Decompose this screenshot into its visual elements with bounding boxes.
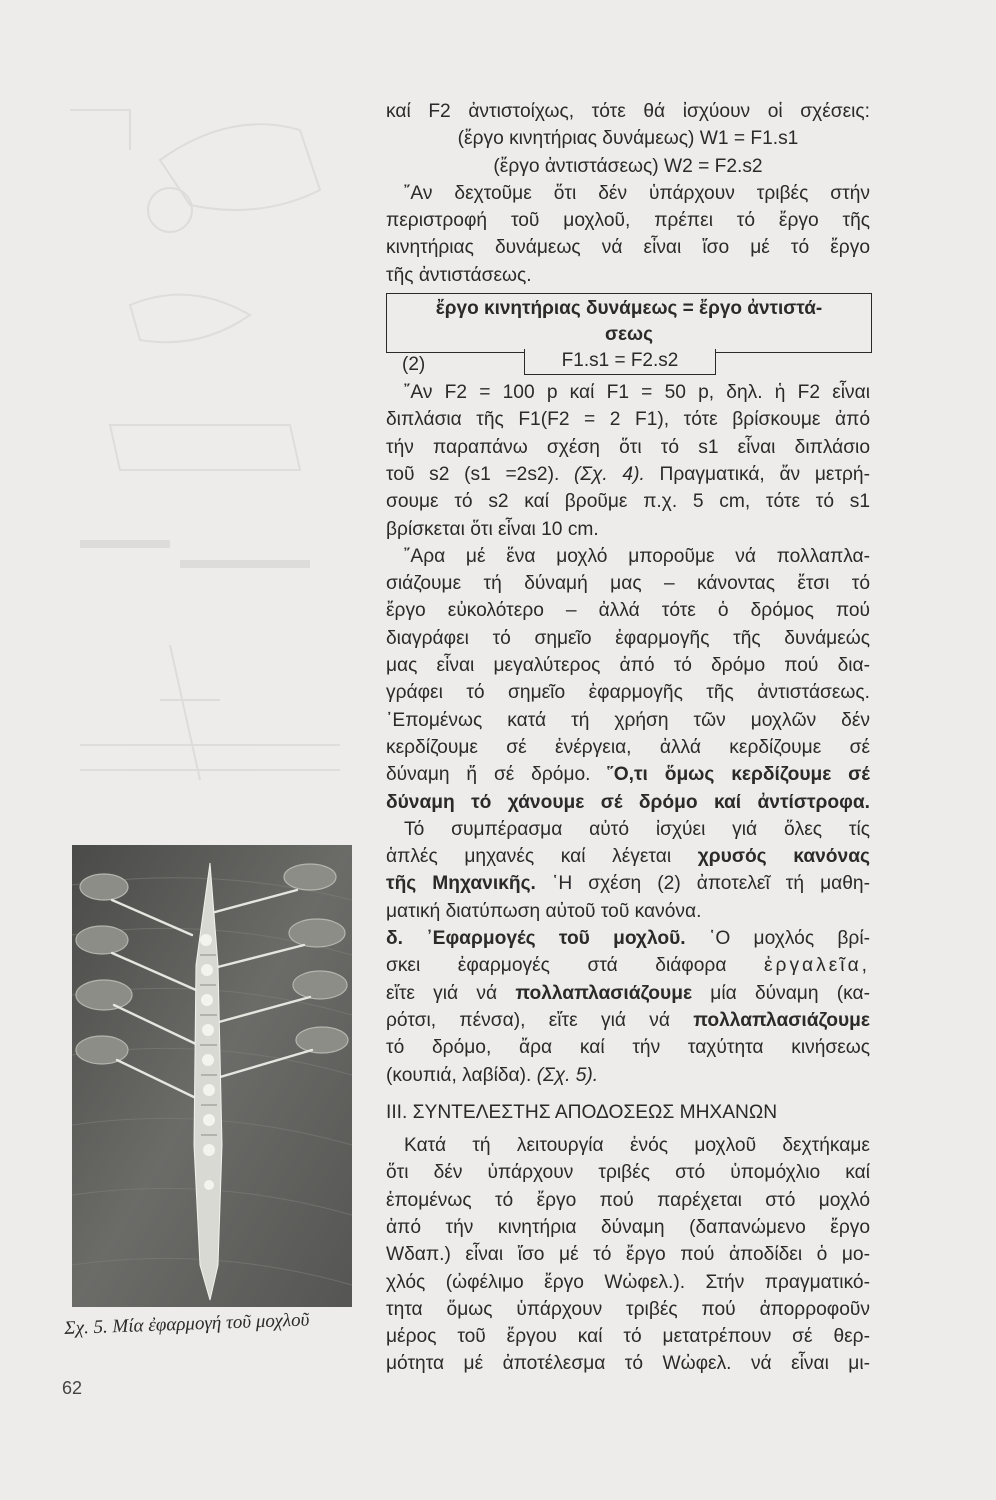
text-segment: δύναμη ἤ σέ δρόμο. bbox=[386, 764, 591, 786]
page-number: 62 bbox=[62, 1378, 83, 1398]
text-line: χλός (ὠφέλιμο ἔργο Wὠφελ.). Στήν πραγματικό- bbox=[386, 1271, 870, 1293]
text-line: περιστροφή τοῦ μοχλοῦ, πρέπει τό ἔργο τῆς bbox=[386, 210, 870, 232]
text-segment: τοῦ s2 (s1 =2s2). bbox=[386, 463, 560, 485]
text-segment: εἴτε γιά νά bbox=[386, 982, 498, 1004]
text-line: μας εἶναι μεγαλύτερος ἀπό τό δρόμο πού δια- bbox=[386, 655, 870, 677]
text-segment: σκει ἐφαρμογές στά διάφορα bbox=[386, 955, 727, 977]
text-segment: μία δύναμη (κα- bbox=[710, 982, 870, 1004]
text-line: γράφει τό σημεῖο ἐφαρμογῆς τῆς ἀντιστάσεως. bbox=[386, 682, 870, 704]
golden-rule-term: τῆς Μηχανικῆς. bbox=[386, 873, 536, 895]
text-segment: ῾Η σχέση (2) ἀποτελεῖ τή μαθη- bbox=[551, 873, 870, 895]
work-force-equation: (ἔργο κινητήριας δυνάμεως) W1 = F1.s1 bbox=[457, 128, 799, 150]
text-segment: ρότσι, πένσα), εἴτε γιά νά bbox=[386, 1009, 670, 1031]
text-line: Wδαπ.) εἶναι ἴσο μέ τό ἔργο πού ἀποδίδει ὁ μο- bbox=[386, 1244, 870, 1266]
figure-reference: (Σχ. 5). bbox=[536, 1064, 599, 1086]
text-line: ἑπομένως τό ἔργο πού παρέχεται στό μοχλό bbox=[386, 1189, 870, 1211]
text-line: διπλάσια τῆς F1(F2 = 2 F1), τότε βρίσκουμε ἀπό bbox=[386, 409, 870, 431]
golden-rule-formula-box bbox=[386, 293, 870, 375]
formula-statement-box bbox=[386, 293, 872, 353]
bold-statement: ῞Ο,τι ὅμως κερδίζουμε σέ bbox=[607, 764, 870, 786]
text-line: Τό συμπέρασμα αὐτό ἰσχύει γιά ὅλες τίς bbox=[404, 818, 870, 840]
section-heading-block bbox=[386, 1099, 870, 1126]
text-line: μέρος τοῦ ἔργου καί τό μετατρέπουν σέ θερ- bbox=[386, 1326, 870, 1348]
rowing-boat-photo bbox=[72, 845, 352, 1307]
text-line: τήν παραπάνω σχέση ὅτι τό s1 εἶναι διπλάσιο bbox=[386, 436, 870, 458]
text-line: ῎Αρα μέ ἕνα μοχλό μποροῦμε νά πολλαπλα- bbox=[404, 545, 870, 567]
equation-number: (2) bbox=[402, 354, 426, 376]
text-line: ὅτι δέν ὑπάρχουν τριβές στό ὑπομόχλιο καί bbox=[386, 1162, 870, 1184]
text-line: μότητα μέ ἀποτέλεσμα τό Wὠφελ. νά εἶναι μι- bbox=[386, 1353, 870, 1375]
text-line: ματική διατύπωση αὐτοῦ τοῦ κανόνα. bbox=[386, 900, 702, 922]
formula-line-2: σεως bbox=[605, 324, 653, 346]
text-line: σιάζουμε τή δύναμή μας – κάνοντας ἔτσι τό bbox=[386, 573, 870, 595]
figure-caption: Σχ. 5. Μία ἐφαρμογή τοῦ μοχλοῦ bbox=[64, 1309, 310, 1339]
bold-term: πολλαπλασιάζουμε bbox=[693, 1009, 870, 1031]
text-line: ῎Αν δεχτοῦμε ὅτι δέν ὑπάρχουν τριβές στήν bbox=[404, 182, 870, 204]
text-line: τητα ὅμως ὑπάρχουν τριβές πού ἀπορροφοῦν bbox=[386, 1298, 870, 1320]
spaced-term: ἐργαλεῖα, bbox=[764, 955, 870, 977]
text-line: διαγράφει τό σημεῖο ἐφαρμογῆς τῆς δυνάμεώς bbox=[386, 627, 870, 649]
text-segment: (κουπιά, λαβίδα). bbox=[386, 1064, 532, 1086]
text-segment: Πραγματικά, ἄν μετρή- bbox=[659, 463, 870, 485]
text-line: ἔργο εὐκολότερο – ἀλλά τότε ὁ δρόμος πού bbox=[386, 600, 870, 622]
main-text-column bbox=[386, 98, 870, 1378]
text-line: ἀπό τήν κινητήρια δύναμη (δαπανώμενο ἔργο bbox=[386, 1216, 870, 1238]
section-heading: ΙΙΙ. ΣΥΝΤΕΛΕΣΤΗΣ ΑΠΟΔΟΣΕΩΣ ΜΗΧΑΝΩΝ bbox=[386, 1101, 778, 1123]
figure-reference: (Σχ. 4). bbox=[574, 463, 645, 485]
text-line: Κατά τή λειτουργία ἑνός μοχλοῦ δεχτήκαμε bbox=[404, 1135, 870, 1157]
text-segment: ῾Ο μοχλός βρί- bbox=[708, 928, 870, 950]
text-segment: ἁπλές μηχανές καί λέγεται bbox=[386, 846, 672, 868]
text-line: τῆς ἀντιστάσεως. bbox=[386, 264, 532, 286]
text-line: κερδίζουμε σέ ἐνέργεια, ἀλλά κερδίζουμε σέ bbox=[386, 736, 870, 758]
subsection-heading: δ. ᾿Εφαρμογές τοῦ μοχλοῦ. bbox=[386, 928, 686, 950]
text-line: βρίσκεται ὅτι εἶναι 10 cm. bbox=[386, 518, 599, 540]
text-line: καί F2 ἀντιστοίχως, τότε θά ἰσχύουν οἱ σχέσεις: bbox=[386, 101, 870, 122]
text-line: κινητήριας δυνάμεως νά εἶναι ἴσο μέ τό ἔργο bbox=[386, 237, 870, 259]
bold-statement: δύναμη τό χάνουμε σέ δρόμο καί ἀντίστροφα. bbox=[386, 791, 870, 813]
text-line: σουμε τό s2 καί βροῦμε π.χ. 5 cm, τότε τό s1 bbox=[386, 491, 870, 513]
formula-line-1: ἔργο κινητήριας δυνάμεως = ἔργο ἀντιστά- bbox=[435, 298, 823, 320]
bold-statement-line bbox=[386, 789, 870, 816]
work-resistance-equation: (ἔργο ἀντιστάσεως) W2 = F2.s2 bbox=[493, 155, 763, 177]
formula-equation-box: F1.s1 = F2.s2 bbox=[524, 349, 716, 375]
text-line: ᾿Επομένως κατά τή χρήση τῶν μοχλῶν δέν bbox=[386, 709, 870, 731]
text-line: ῎Αν F2 = 100 p καί F1 = 50 p, δηλ. ἡ F2 εἶναι bbox=[404, 382, 870, 404]
text-line: τό δρόμο, ἄρα καί τήν ταχύτητα κινήσεως bbox=[386, 1037, 870, 1059]
golden-rule-term: χρυσός κανόνας bbox=[697, 846, 870, 868]
bold-term: πολλαπλασιάζουμε bbox=[515, 982, 693, 1004]
